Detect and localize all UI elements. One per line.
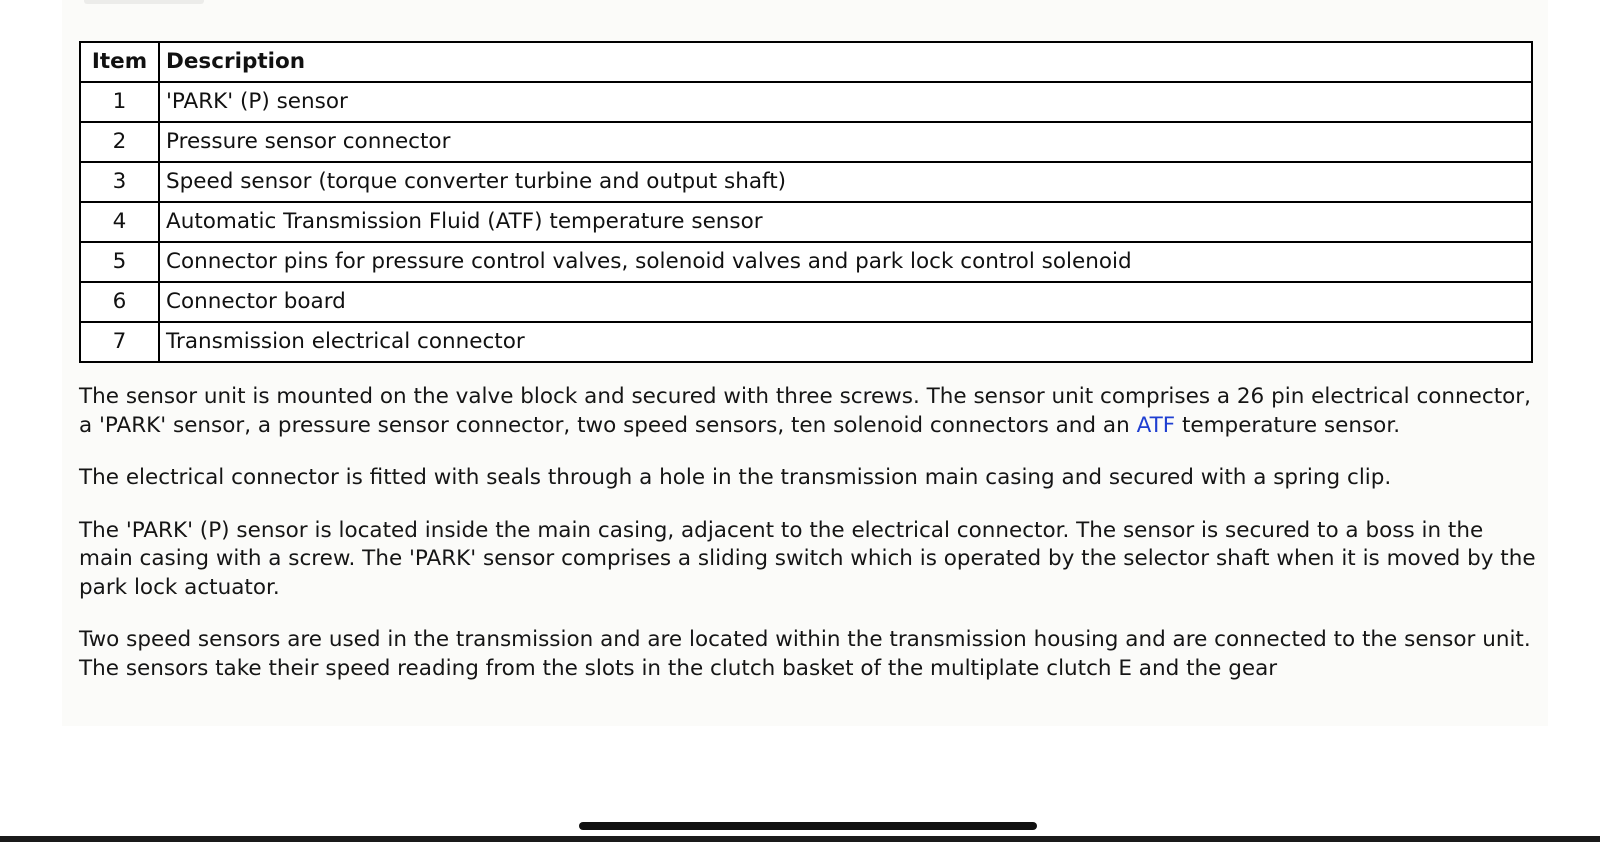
table-row [80, 122, 1532, 162]
row-description: Speed sensor (torque converter turbine and output shaft) [159, 162, 1532, 202]
table-row [80, 282, 1532, 322]
paragraph-text: The sensor unit is mounted on the valve block and secured with three screws. The sensor unit comprises a 26 pin electrical connector, a 'PARK' sensor, a pressure sensor connector, two speed sensors, ten solenoid connectors and an [79, 384, 1531, 438]
row-description: Pressure sensor connector [159, 122, 1532, 162]
table-row [80, 202, 1532, 242]
header-description: Description [159, 42, 1532, 82]
row-item-number: 3 [80, 162, 159, 202]
row-description: Automatic Transmission Fluid (ATF) temperature sensor [159, 202, 1532, 242]
atf-link[interactable]: ATF [1136, 412, 1176, 438]
table-header-row [80, 42, 1532, 82]
row-item-number: 2 [80, 122, 159, 162]
row-item-number: 5 [80, 242, 159, 282]
row-description: Connector pins for pressure control valves, solenoid valves and park lock control solenoid [159, 242, 1532, 282]
table-row [80, 162, 1532, 202]
home-indicator[interactable] [579, 822, 1037, 830]
header-item: Item [80, 42, 159, 82]
paragraph-speed-sensors: Two speed sensors are used in the transmission and are located within the transmission housing and are connected to the sensor unit. The sensors take their speed reading from the slots in the clutch basket of the multiplate clutch E and the gear [79, 627, 1531, 681]
table-row [80, 322, 1532, 362]
body-text [79, 383, 1539, 707]
previous-content-edge [84, 0, 204, 4]
paragraph-park-sensor: The 'PARK' (P) sensor is located inside the main casing, adjacent to the electrical connector. The sensor is secured to a boss in the main casing with a screw. The 'PARK' sensor comprises a sliding switch which is operated by the selector shaft when it is moved by the park lock actuator. [79, 517, 1536, 600]
row-item-number: 6 [80, 282, 159, 322]
components-table [79, 41, 1533, 363]
row-description: 'PARK' (P) sensor [159, 82, 1532, 122]
row-description: Connector board [159, 282, 1532, 322]
row-item-number: 4 [80, 202, 159, 242]
row-description: Transmission electrical connector [159, 322, 1532, 362]
paragraph-sensor-unit [79, 383, 1539, 440]
bottom-screen-edge [0, 836, 1600, 842]
table-row [80, 242, 1532, 282]
row-item-number: 7 [80, 322, 159, 362]
row-item-number: 1 [80, 82, 159, 122]
table-row [80, 82, 1532, 122]
paragraph-text: temperature sensor. [1175, 412, 1401, 438]
paragraph-electrical-connector: The electrical connector is fitted with seals through a hole in the transmission main casing and secured with a spring clip. [79, 465, 1392, 490]
